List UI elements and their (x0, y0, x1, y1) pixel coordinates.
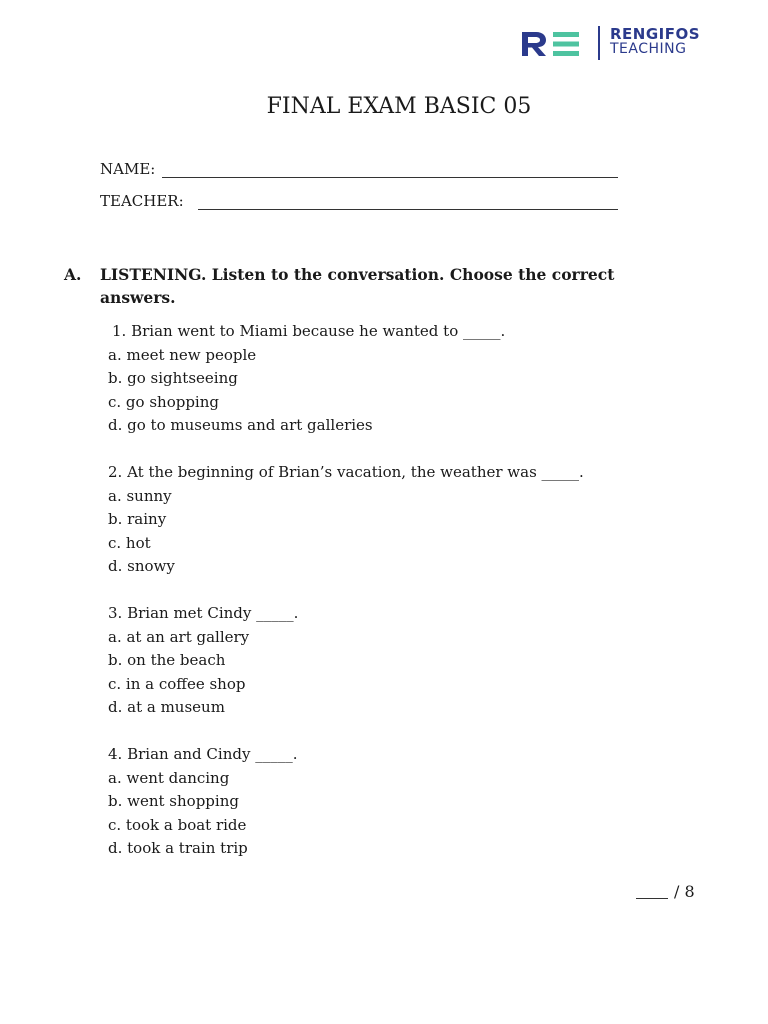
answer-option[interactable]: b. went shopping (108, 792, 239, 810)
answer-option[interactable]: c. hot (108, 533, 151, 552)
question-stem: 2. At the beginning of Brian’s vacation, the weather was _____. (108, 463, 584, 481)
answer-option[interactable]: c. go shopping (108, 392, 219, 411)
question-stem: 1. Brian went to Miami because he wanted to _____. (112, 322, 506, 340)
answer-option[interactable]: b. go sightseeing (108, 369, 238, 387)
name-field (100, 160, 155, 178)
answer-option[interactable]: a. sunny (108, 486, 172, 505)
answer-option[interactable]: d. go to museums and art galleries (108, 416, 373, 434)
logo-line2: TEACHING (610, 41, 687, 57)
name-label: NAME: (100, 160, 156, 178)
name-input-line[interactable] (162, 177, 618, 178)
question-1 (108, 320, 505, 438)
question-stem: 4. Brian and Cindy _____. (108, 745, 298, 763)
answer-option[interactable]: a. meet new people (108, 345, 257, 364)
score-box (636, 882, 695, 901)
score-blank[interactable] (636, 898, 668, 899)
answer-option[interactable]: a. went dancing (108, 768, 230, 787)
question-4 (108, 743, 297, 861)
logo-wordmark (610, 27, 700, 57)
teacher-label: TEACHER: (100, 192, 184, 210)
teacher-input-line[interactable] (198, 209, 618, 210)
teacher-field (100, 192, 184, 210)
section-instructions: LISTENING. Listen to the conversation. Choose the correct answers. (100, 265, 615, 307)
question-stem: 3. Brian met Cindy _____. (108, 604, 299, 622)
answer-option[interactable]: a. at an art gallery (108, 627, 250, 646)
logo-line1: RENGIFOS (610, 25, 701, 43)
answer-option[interactable]: c. in a coffee shop (108, 674, 246, 693)
answer-option[interactable]: d. at a museum (108, 698, 225, 716)
answer-option[interactable]: b. on the beach (108, 651, 226, 669)
answer-option[interactable]: d. snowy (108, 557, 175, 575)
section-letter: A. (64, 265, 82, 284)
answer-option[interactable]: d. took a train trip (108, 839, 248, 857)
exam-title: FINAL EXAM BASIC 05 (266, 94, 532, 119)
logo-re-mark-icon (520, 30, 584, 58)
question-2 (108, 461, 584, 579)
answer-option[interactable]: c. took a boat ride (108, 815, 247, 834)
score-denominator: / 8 (674, 882, 695, 901)
answer-option[interactable]: b. rainy (108, 510, 167, 528)
company-logo (520, 24, 730, 64)
logo-divider (598, 26, 600, 60)
question-3 (108, 602, 298, 720)
